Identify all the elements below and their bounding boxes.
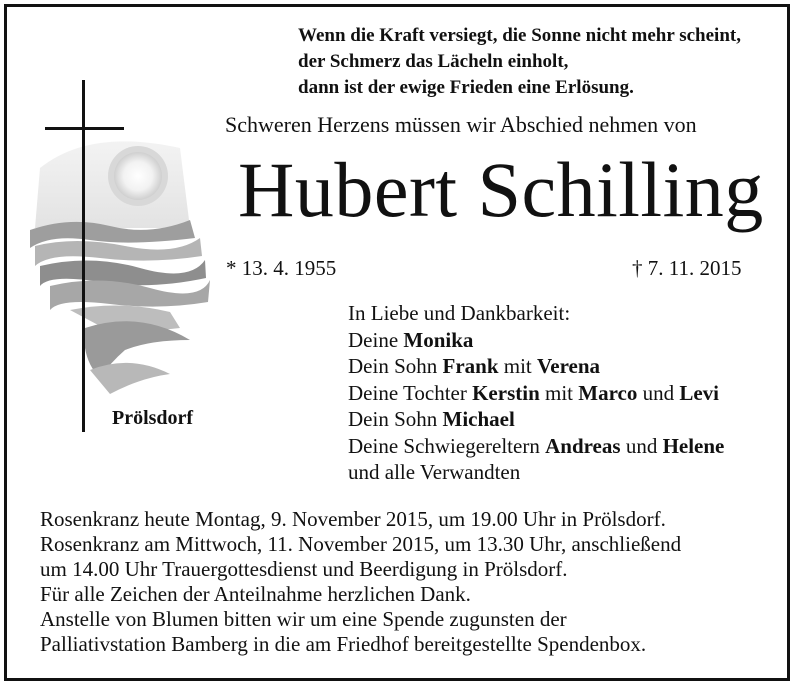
mourner-name: Monika	[403, 327, 474, 352]
notice-line: Rosenkranz am Mittwoch, 11. November 2015, um 13.30 Uhr, anschließend	[40, 532, 682, 556]
poem	[298, 23, 778, 101]
mourner-relation: Deine Tochter	[348, 380, 473, 405]
notice-line: Palliativstation Bamberg in die am Friedhof bereitgestellte Spendenbox.	[40, 632, 647, 656]
mourner-relation: und alle Verwandten	[348, 460, 521, 484]
mourners-heading: In Liebe und Dankbarkeit:	[348, 301, 571, 325]
death-date: † 7. 11. 2015	[632, 256, 742, 280]
mourner-line	[348, 406, 724, 433]
mourner-relation: und	[637, 380, 680, 405]
mourner-relation: Dein Sohn	[348, 354, 443, 378]
birth-date: * 13. 4. 1955	[226, 256, 337, 280]
mourner-name: Levi	[679, 380, 720, 405]
landscape-icon	[30, 78, 210, 438]
mourner-line	[348, 327, 724, 354]
mourner-name: Marco	[578, 380, 638, 405]
poem-line: der Schmerz das Lächeln einholt,	[298, 51, 569, 72]
mourner-name: Frank	[442, 354, 499, 378]
mourner-line	[348, 353, 724, 380]
notice-line: um 14.00 Uhr Trauergottesdienst und Beerdigung in Prölsdorf.	[40, 557, 568, 581]
mourner-name: Helene	[662, 433, 725, 458]
hometown: Prölsdorf	[112, 407, 194, 429]
mourner-line	[348, 459, 724, 486]
service-notices	[40, 507, 681, 657]
notice-line: Für alle Zeichen der Anteilnahme herzlichen Dank.	[40, 582, 471, 606]
mourner-relation: und	[620, 433, 663, 458]
notice-line: Anstelle von Blumen bitten wir um eine Spende zugunsten der	[40, 607, 567, 631]
cross-icon	[82, 80, 85, 432]
mourner-line	[348, 380, 724, 407]
intro-text: Schweren Herzens müssen wir Abschied nehmen von	[225, 112, 697, 137]
mourner-name: Kerstin	[472, 380, 540, 405]
mourner-relation: Deine	[348, 327, 404, 352]
memorial-illustration	[30, 78, 210, 443]
mourner-name: Andreas	[545, 433, 621, 458]
poem-line: Wenn die Kraft versiegt, die Sonne nicht mehr scheint,	[298, 25, 741, 46]
mourner-line	[348, 433, 724, 460]
deceased-name: Hubert Schilling	[238, 146, 764, 233]
mourner-name: Michael	[442, 407, 515, 431]
mourner-relation: Deine Schwiegereltern	[348, 433, 546, 458]
mourner-name: Verena	[537, 354, 601, 378]
poem-line: dann ist der ewige Frieden eine Erlösung.	[298, 77, 634, 98]
mourners-list	[348, 300, 724, 486]
mourner-relation: Dein Sohn	[348, 407, 443, 431]
mourner-relation: mit	[539, 380, 579, 405]
mourner-relation: mit	[498, 354, 538, 378]
notice-line: Rosenkranz heute Montag, 9. November 2015, um 19.00 Uhr in Prölsdorf.	[40, 507, 666, 531]
